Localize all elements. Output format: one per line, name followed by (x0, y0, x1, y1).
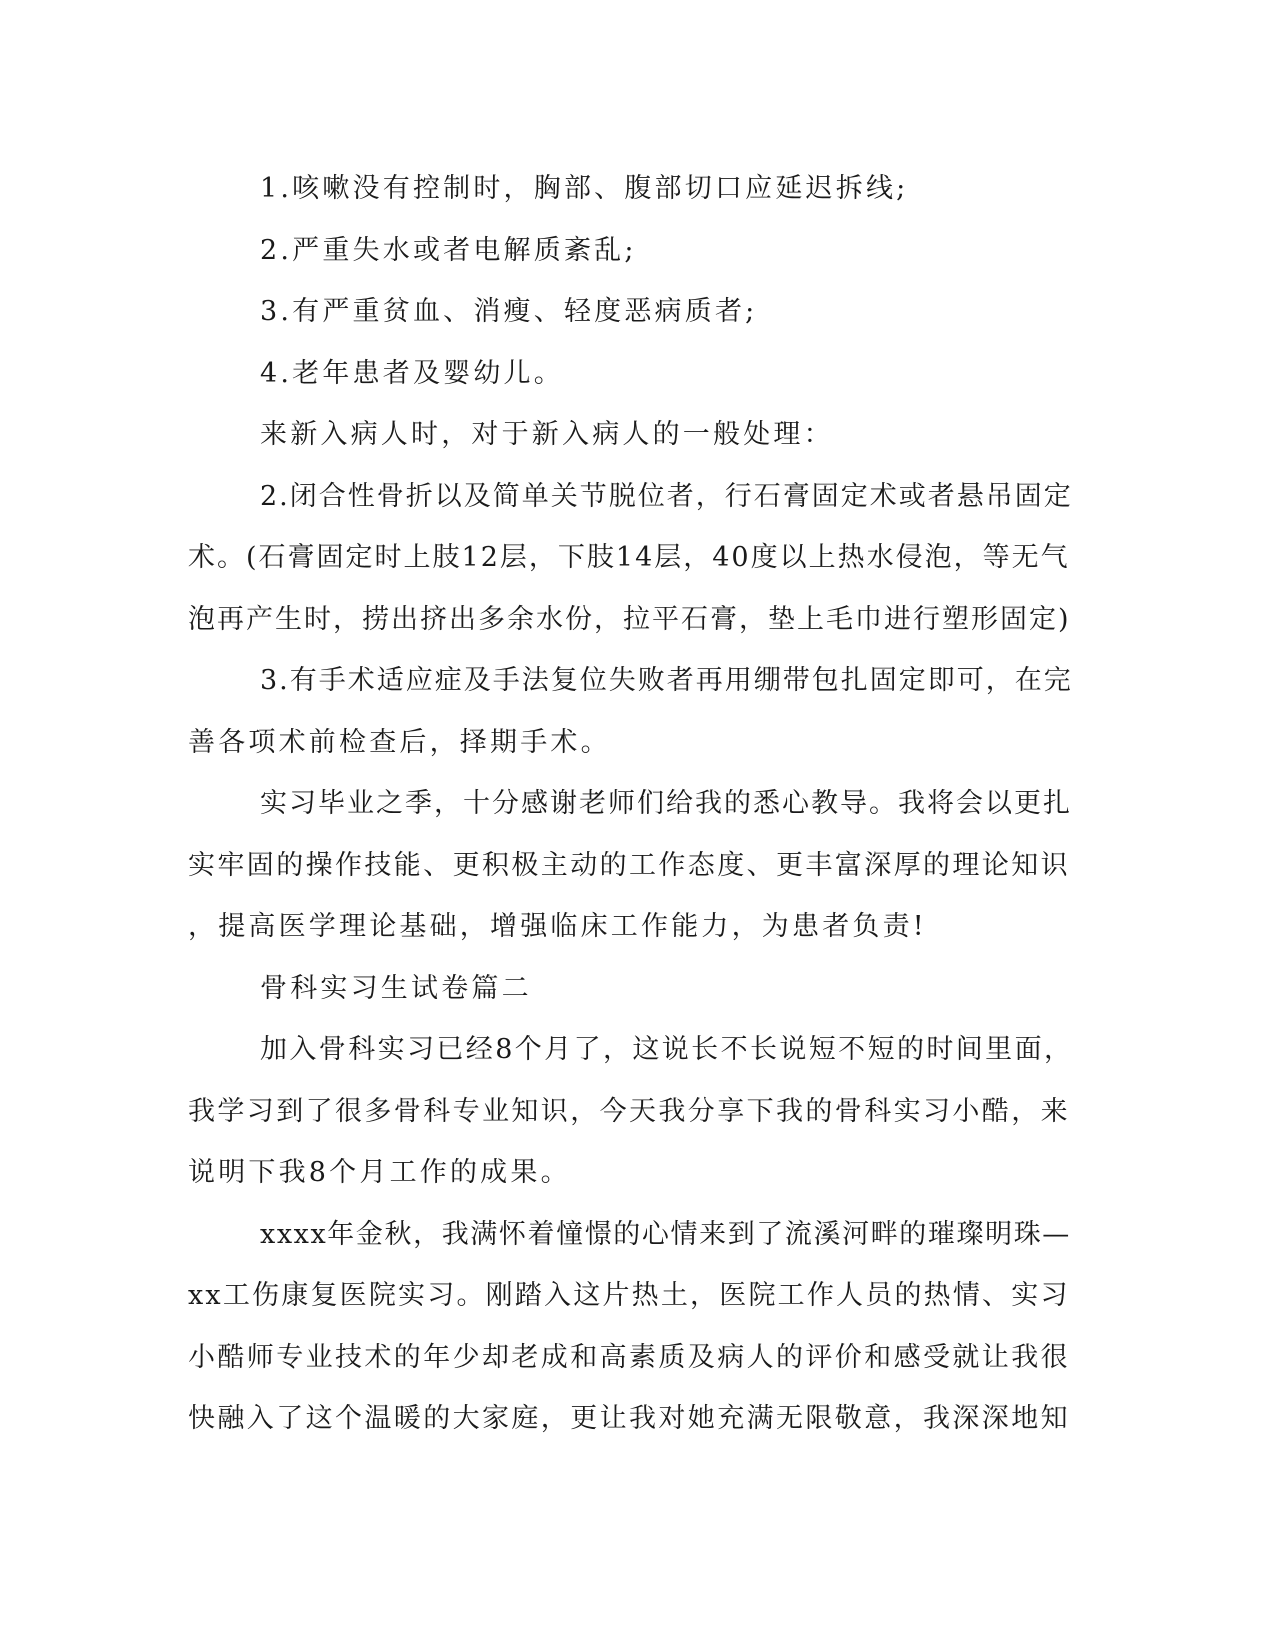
section-heading: 骨科实习生试卷篇二 (260, 972, 532, 1004)
text-line: 术。(石膏固定时上肢12层，下肢14层，40度以上热水侵泡，等无气 (188, 542, 1070, 573)
text-line: 泡再产生时，捞出挤出多余水份，拉平石膏，垫上毛巾进行塑形固定) (188, 603, 1071, 635)
text-line: 小酷师专业技术的年少却老成和高素质及病人的评价和感受就让我很 (188, 1341, 1070, 1373)
text-line: 善各项术前检查后，择期手术。 (188, 726, 611, 758)
text-line: xx工伤康复医院实习。刚踏入这片热土，医院工作人员的热情、实习 (188, 1280, 1070, 1311)
text-line: 实习毕业之季，十分感谢老师们给我的悉心教导。我将会以更扎 (260, 788, 1072, 819)
text-line: 3.有严重贫血、消瘦、轻度恶病质者; (260, 296, 758, 327)
text-line: 2.闭合性骨折以及简单关节脱位者，行石膏固定术或者悬吊固定 (260, 480, 1073, 512)
text-line: ，提高医学理论基础，增强临床工作能力，为患者负责! (188, 911, 927, 942)
text-line: 我学习到了很多骨科专业知识，今天我分享下我的骨科实习小酷，来 (188, 1095, 1070, 1127)
text-line: 加入骨科实习已经8个月了，这说长不长说短不短的时间里面， (260, 1034, 1074, 1065)
document-body (188, 158, 1073, 1450)
text-line: 实牢固的操作技能、更积极主动的工作态度、更丰富深厚的理论知识 (188, 849, 1070, 881)
text-line: xxxx年金秋，我满怀着憧憬的心情来到了流溪河畔的璀璨明珠— (260, 1218, 1071, 1250)
text-line: 4.老年患者及婴幼儿。 (260, 357, 564, 389)
text-line: 3.有手术适应症及手法复位失败者再用绷带包扎固定即可，在完 (260, 665, 1073, 696)
text-line: 说明下我8个月工作的成果。 (188, 1157, 571, 1188)
text-line: 来新入病人时，对于新入病人的一般处理： (260, 419, 834, 450)
text-line: 1.咳嗽没有控制时，胸部、腹部切口应延迟拆线; (260, 173, 909, 204)
text-line: 2.严重失水或者电解质紊乱; (260, 234, 637, 266)
text-line: 快融入了这个温暖的大家庭，更让我对她充满无限敬意，我深深地知 (188, 1403, 1070, 1434)
